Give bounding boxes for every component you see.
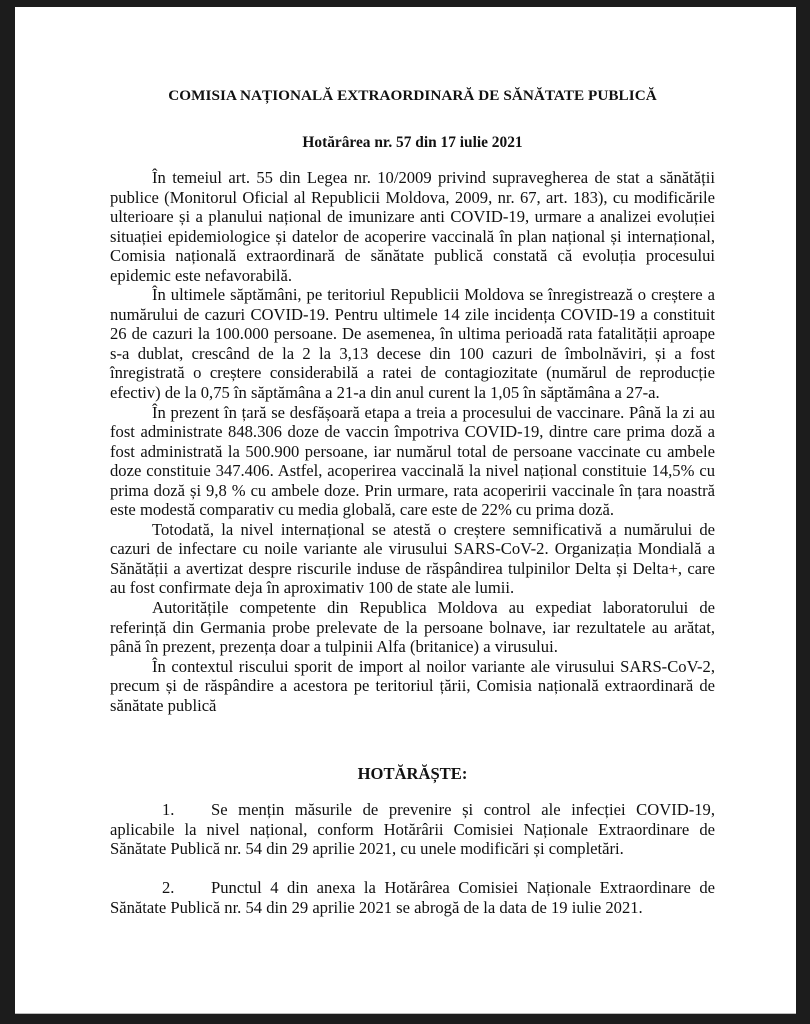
decision-heading: HOTĂRĂȘTE: xyxy=(357,764,468,783)
paragraph-lab-results: Autoritățile competente din Republica Moldova au expediat laboratorului de referință din Germania probe prelevate de la persoane bolnave, iar rezultatele au arătat, până în prezent, prezența doar a tulpinii Alfa (britanice) a virusului. xyxy=(110,598,715,657)
article-item xyxy=(110,878,715,917)
paragraph-vaccination: În prezent în țară se desfășoară etapa a treia a procesului de vaccinare. Până la zi au fost administrate 848.306 doze de vaccin împotriva COVID-19, dintre care prima doză a fost administrată la 500.900 persoane, iar numărul total de persoane vaccinate cu ambele doze constituie 347.406. Astfel, acoperirea vaccinală la nivel național constituie 14,5% cu prima doză și 9,8 % cu ambele doze. Prin urmare, rata acoperirii vaccinale în țara noastră este modestă comparativ cu media globală, care este de 22% cu prima doză. xyxy=(110,402,715,520)
paragraph-context: În contextul riscului sporit de import al noilor variante ale virusului SARS-CoV-2, precum și de răspândire a acestora pe teritoriul țării, Comisia națională extraordinară de sănătate publică xyxy=(110,656,715,715)
preamble xyxy=(110,168,715,715)
articles-list xyxy=(110,800,715,937)
article-text: Se mențin măsurile de prevenire și control ale infecției COVID-19, aplicabile la nivel național, conform Hotărârii Comisiei Naționale Extraordinare de Sănătate Publică nr. 54 din 29 aprilie 2021, cu unele modificări și completări. xyxy=(110,800,715,859)
decision-number-heading: Hotărârea nr. 57 din 17 iulie 2021 xyxy=(302,134,523,151)
paragraph-legal-basis: În temeiul art. 55 din Legea nr. 10/2009 privind supravegherea de stat a sănătății publice (Monitorul Oficial al Republicii Moldova, 2009, nr. 67, art. 183), cu modificările ulterioare și a planului național de imunizare anti COVID-19, urmare a analizei evoluției situației epidemiologice și datelor de acoperire vaccinală în plan național și internațional, Comisia națională extraordinară de sănătate publică constată că evoluția procesului epidemic este nefavorabilă. xyxy=(110,168,715,285)
paragraph-international: Totodată, la nivel internațional se atestă o creștere semnificativă a numărului de cazuri de infectare cu noile variante ale virusului SARS-CoV-2. Organizația Mondială a Sănătății a avertizat despre riscurile induse de răspândirea tulpinilor Delta și Delta+, care au fost confirmate deja în aproximativ 100 de state ale lumii. xyxy=(110,519,715,598)
document-title: COMISIA NAȚIONALĂ EXTRAORDINARĂ DE SĂNĂTATE PUBLICĂ xyxy=(168,87,657,104)
article-text: Punctul 4 din anexa la Hotărârea Comisiei Naționale Extraordinare de Sănătate Publică nr. 54 din 29 aprilie 2021 se abrogă de la data de 19 iulie 2021. xyxy=(110,878,715,917)
document-page xyxy=(15,7,796,1014)
article-number: 2. xyxy=(162,878,175,898)
article-number: 1. xyxy=(162,800,175,819)
article-item xyxy=(110,800,715,859)
paragraph-case-growth: În ultimele săptămâni, pe teritoriul Republicii Moldova se înregistrează o creștere a numărului de cazuri COVID-19. Pentru ultimele 14 zile incidența COVID-19 a constituit 26 de cazuri la 100.000 persoane. De asemenea, în ultima perioadă rata fatalității aproape s-a dublat, crescând de la 2 la 3,13 decese din 100 cazuri de îmbolnăviri, și a fost înregistrată o creștere considerabilă a ratei de contagiozitate (numărul de reproducție efectiv) de la 0,75 în săptămâna a 21-a din anul curent la 1,05 în săptămâna a 27-a. xyxy=(110,285,715,403)
